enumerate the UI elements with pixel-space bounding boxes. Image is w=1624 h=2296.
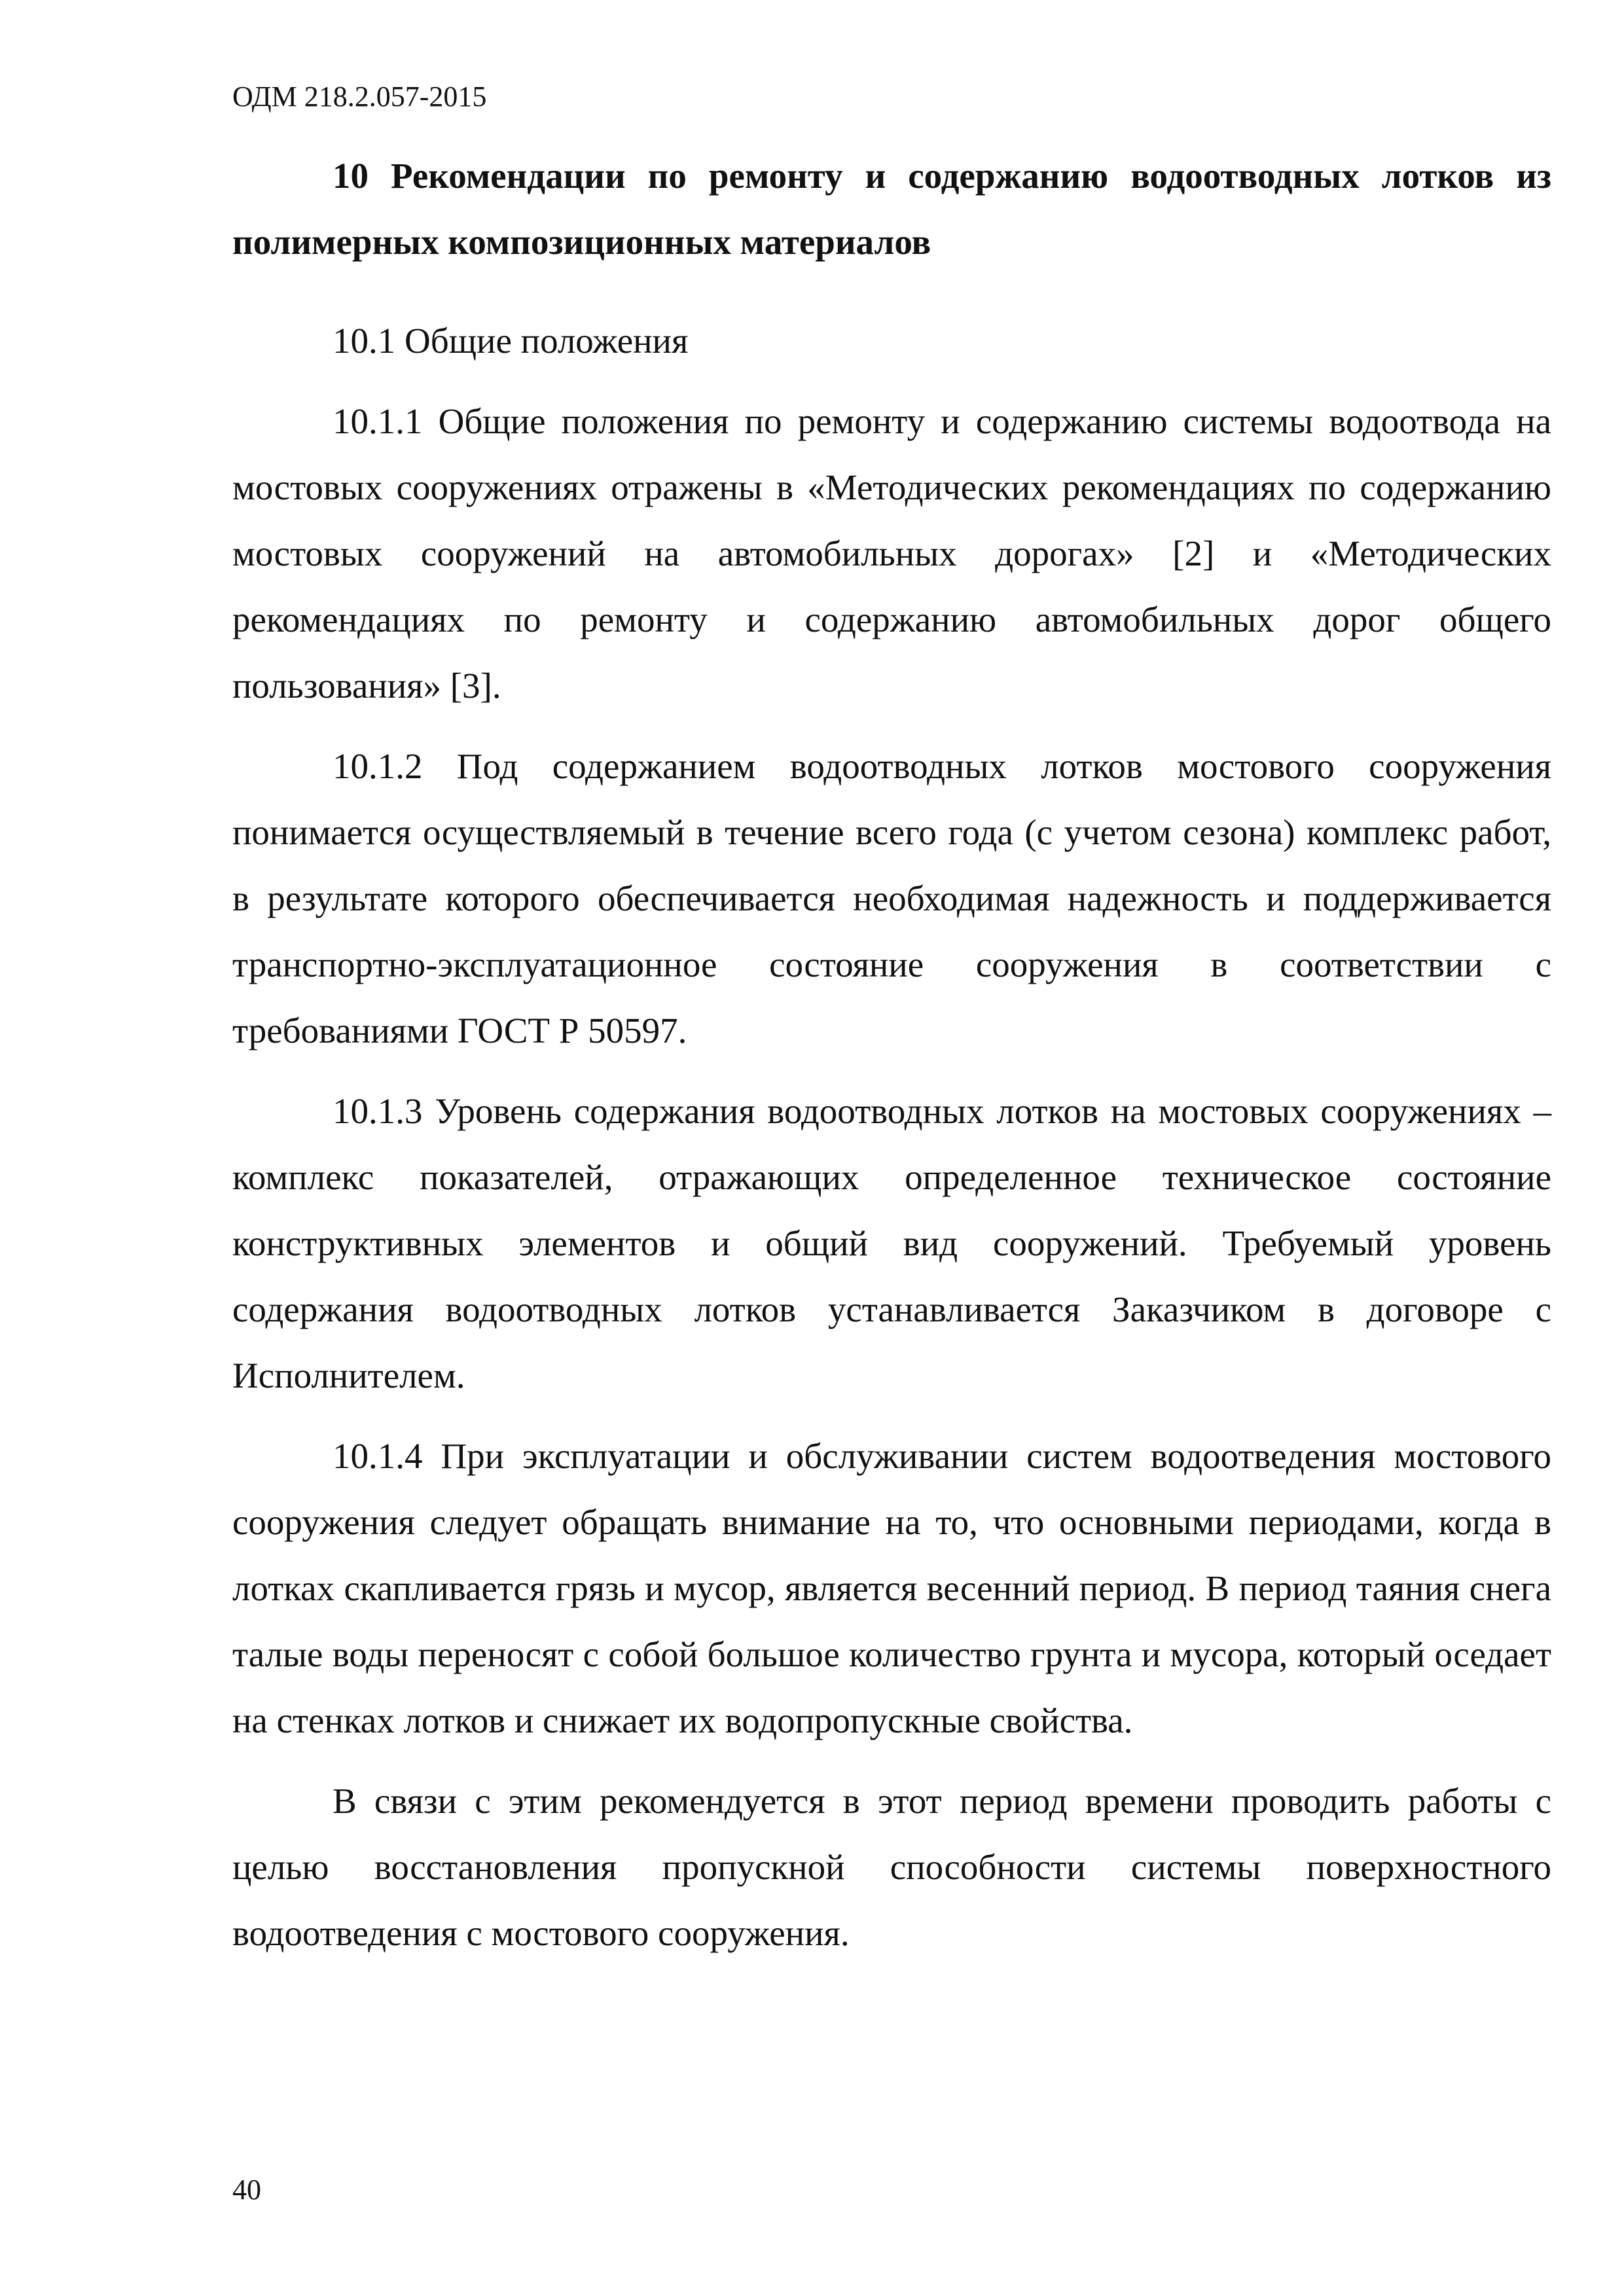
subsection-title: 10.1 Общие положения — [333, 321, 689, 361]
page-number: 40 — [232, 2174, 261, 2206]
paragraph-recommendation: В связи с этим рекомендуется в этот период времени проводить работы с целью восстановления пропускной способности системы поверхностного водоотведения с мостового сооружения. — [232, 1781, 1551, 1953]
page-content — [232, 143, 1551, 1981]
document-code: ОДМ 218.2.057-2015 — [232, 81, 487, 113]
paragraph-10-1-4: 10.1.4 При эксплуатации и обслуживании систем водоотведения мостового сооружения следует обращать внимание на то, что основными периодами, когда в лотках скапливается грязь и мусор, является весенний период. В период таяния снега талые воды переносят с собой большое количество грунта и мусора, который оседает на стенках лотков и снижает их водопропускные свойства. — [232, 1436, 1551, 1740]
paragraph-10-1-2: 10.1.2 Под содержанием водоотводных лотков мостового сооружения понимается осуществляемый в течение всего года (с учетом сезона) комплекс работ, в результате которого обеспечивается необходимая надежность и поддерживается транспортно-эксплуатационное состояние сооружения в соответствии с требованиями ГОСТ Р 50597. — [232, 746, 1551, 1050]
paragraph-10-1-3: 10.1.3 Уровень содержания водоотводных лотков на мостовых сооружениях – комплекс показателей, отражающих определенное техническое состояние конструктивных элементов и общий вид сооружений. Требуемый уровень содержания водоотводных лотков устанавливается Заказчиком в договоре с Исполнителем. — [232, 1091, 1551, 1395]
section-title: 10 Рекомендации по ремонту и содержанию водоотводных лотков из полимерных композиционных материалов — [232, 156, 1551, 262]
paragraph-10-1-1: 10.1.1 Общие положения по ремонту и содержанию системы водоотвода на мостовых сооружениях отражены в «Методических рекомендациях по содержанию мостовых сооружений на автомобильных дорогах» [2] и «Методических рекомендациях по ремонту и содержанию автомобильных дорог общего пользования» [3]. — [232, 401, 1551, 706]
